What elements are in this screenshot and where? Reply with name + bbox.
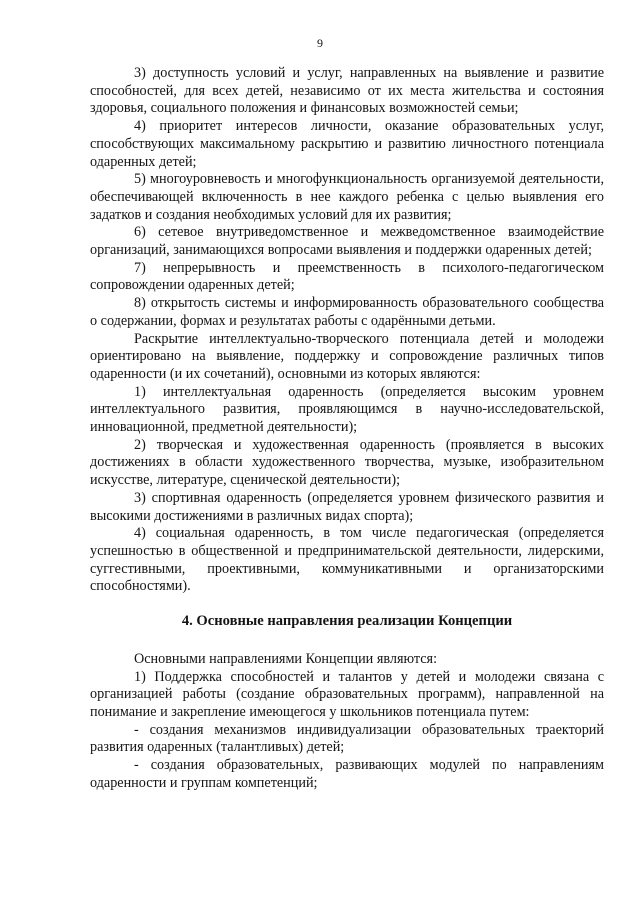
section-heading: 4. Основные направления реализации Концепции bbox=[181, 613, 513, 630]
paragraph: 1) интеллектуальная одаренность (определяется высоким уровнем интеллектуального развития, проявляющимся в научно-исследовательской, инновационной, предметной деятельности); bbox=[90, 383, 604, 436]
paragraph: 4) социальная одаренность, в том числе педагогическая (определяется успешностью в общественной и предпринимательской деятельности, лидерскими, суггестивными, проективными, коммуникативными и организаторскими способностями). bbox=[90, 525, 604, 595]
paragraph: 6) сетевое внутриведомственное и межведомственное взаимодействие организаций, занимающихся вопросами выявления и поддержки одаренных детей; bbox=[90, 224, 604, 259]
paragraph: 3) спортивная одаренность (определяется уровнем физического развития и высокими достижениями в различных видах спорта); bbox=[90, 489, 604, 524]
paragraph: - создания образовательных, развивающих модулей по направлениям одаренности и группам компетенций; bbox=[90, 757, 604, 791]
paragraph: - создания механизмов индивидуализации образовательных траекторий развития одаренных (талантливых) детей; bbox=[90, 721, 604, 756]
paragraph: 5) многоуровневость и многофункциональность организуемой деятельности, обеспечивающей включенность в нее каждого ребенка с целью выявления его задатков и создания необходимых условий для их развития; bbox=[90, 171, 604, 223]
paragraph: 3) доступность условий и услуг, направленных на выявление и развитие способностей, для всех детей, независимо от их места жительства и состояния здоровья, социального положения и финансовых возможностей семьи; bbox=[90, 65, 604, 117]
page-number: 9 bbox=[317, 36, 323, 50]
paragraph: Основными направлениями Концепции являются: bbox=[134, 650, 438, 667]
paragraph: 4) приоритет интересов личности, оказание образовательных услуг, способствующих максимальному раскрытию и развитию личностного потенциала одаренных детей; bbox=[90, 118, 604, 170]
paragraph: 7) непрерывность и преемственность в психолого-педагогическом сопровождении одаренных детей; bbox=[90, 259, 604, 294]
paragraph: 2) творческая и художественная одаренность (проявляется в высоких достижениях в области художественного творчества, музыке, изобразительном искусстве, литературе, сценической деятельности); bbox=[90, 436, 604, 489]
paragraph: 1) Поддержка способностей и талантов у детей и молодежи связана с организацией работы (создание образовательных программ), направленной на понимание и закрепление имеющегося у школьников потенциала путем: bbox=[90, 668, 604, 720]
document-body bbox=[90, 65, 604, 792]
paragraph: Раскрытие интеллектуально-творческого потенциала детей и молодежи ориентировано на выявление, поддержку и сопровождение различных типов одаренности (и их сочетаний), основными из которых являются: bbox=[90, 330, 604, 382]
paragraph: 8) открытость системы и информированность образовательного сообщества о содержании, формах и результатах работы с одарёнными детьми. bbox=[90, 295, 604, 329]
